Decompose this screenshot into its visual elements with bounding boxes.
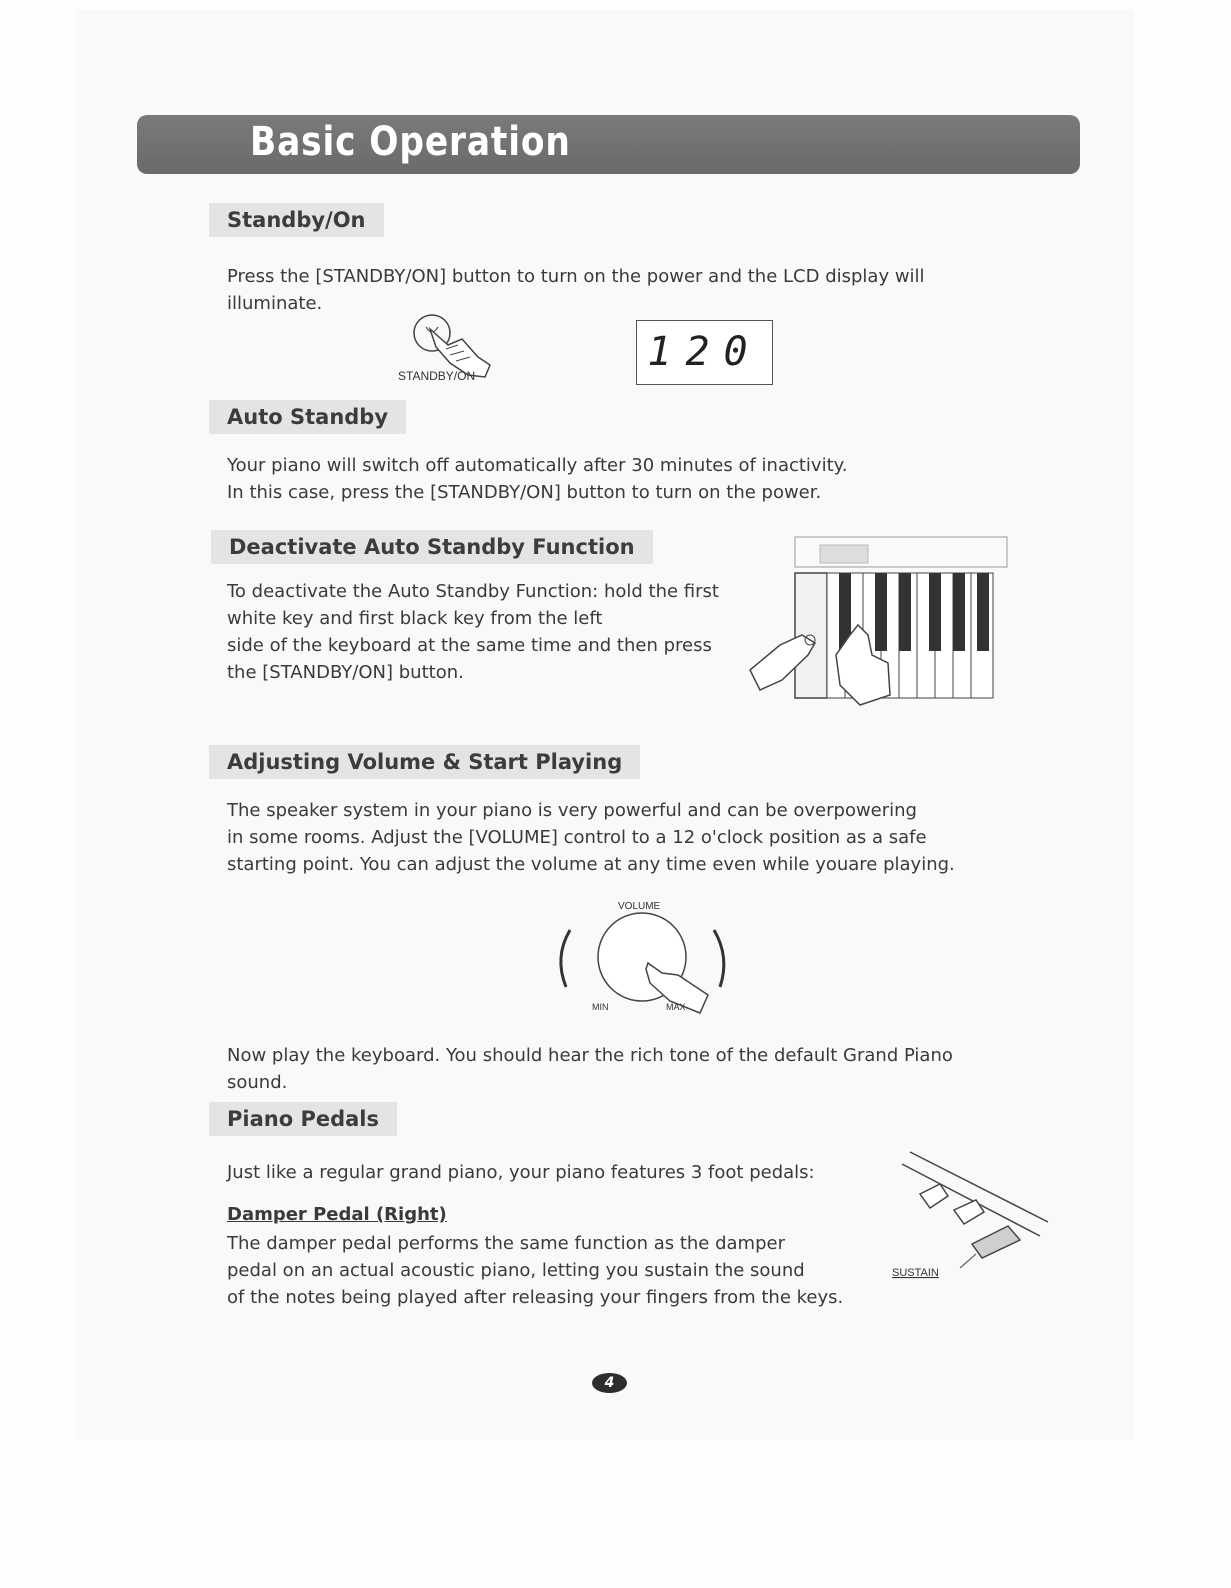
pedals-intro <box>227 1159 815 1186</box>
text-line: in some rooms. Adjust the [VOLUME] control to a 12 o'clock position as a safe <box>227 827 927 848</box>
text-line: pedal on an actual acoustic piano, letting you sustain the sound <box>227 1260 805 1281</box>
text-line: illuminate. <box>227 293 323 314</box>
text-line: Press the [STANDBY/ON] button to turn on the power and the LCD display will <box>227 266 925 287</box>
lcd-display: 120 <box>636 320 773 385</box>
text-line: The damper pedal performs the same function as the damper <box>227 1233 785 1254</box>
volume-knob-illustration <box>550 895 740 1020</box>
text-line: In this case, press the [STANDBY/ON] button to turn on the power. <box>227 482 822 503</box>
deactivate-paragraph <box>227 578 719 686</box>
left-pedal <box>920 1184 948 1208</box>
keyboard-illustration <box>740 535 1010 710</box>
section-heading-standby-on: Standby/On <box>209 203 384 237</box>
rotate-left-arrow-icon <box>561 930 570 987</box>
text-line: Just like a regular grand piano, your piano features 3 foot pedals: <box>227 1162 815 1183</box>
damper-pedal-title: Damper Pedal (Right) <box>227 1204 447 1225</box>
title-banner <box>137 115 1080 174</box>
rotate-right-arrow-icon <box>714 930 724 987</box>
section-heading-auto-standby: Auto Standby <box>209 400 406 434</box>
knob-label-volume: VOLUME <box>618 901 661 912</box>
pedals-illustration <box>880 1150 1055 1280</box>
text-line: white key and first black key from the left <box>227 608 603 629</box>
section-heading-volume: Adjusting Volume & Start Playing <box>209 745 640 779</box>
volume-paragraph <box>227 797 955 878</box>
text-line: the [STANDBY/ON] button. <box>227 662 464 683</box>
play-paragraph <box>227 1042 953 1096</box>
knob-label-min: MIN <box>592 1002 609 1012</box>
text-line: To deactivate the Auto Standby Function: hold the first <box>227 581 719 602</box>
standby-button-illustration <box>390 305 510 390</box>
text-line: of the notes being played after releasing your fingers from the keys. <box>227 1287 844 1308</box>
auto-standby-paragraph <box>227 452 847 506</box>
knob-label-max: MAX <box>666 1002 686 1012</box>
text-line: sound. <box>227 1072 288 1093</box>
page-number: 4 <box>592 1373 627 1393</box>
section-heading-pedals: Piano Pedals <box>209 1102 397 1136</box>
standby-on-paragraph <box>227 263 925 317</box>
text-line: Now play the keyboard. You should hear the rich tone of the default Grand Piano <box>227 1045 953 1066</box>
text-line: side of the keyboard at the same time and then press <box>227 635 712 656</box>
sustain-label: SUSTAIN <box>892 1267 939 1279</box>
standby-caption: STANDBY/ON <box>398 369 476 383</box>
section-heading-deactivate: Deactivate Auto Standby Function <box>211 530 653 564</box>
page-title: Basic Operation <box>250 119 571 165</box>
text-line: The speaker system in your piano is very powerful and can be overpowering <box>227 800 917 821</box>
text-line: starting point. You can adjust the volume at any time even while youare playing. <box>227 854 955 875</box>
sustain-pedal <box>972 1226 1020 1258</box>
damper-paragraph <box>227 1230 843 1311</box>
text-line: Your piano will switch off automatically after 30 minutes of inactivity. <box>227 455 848 476</box>
